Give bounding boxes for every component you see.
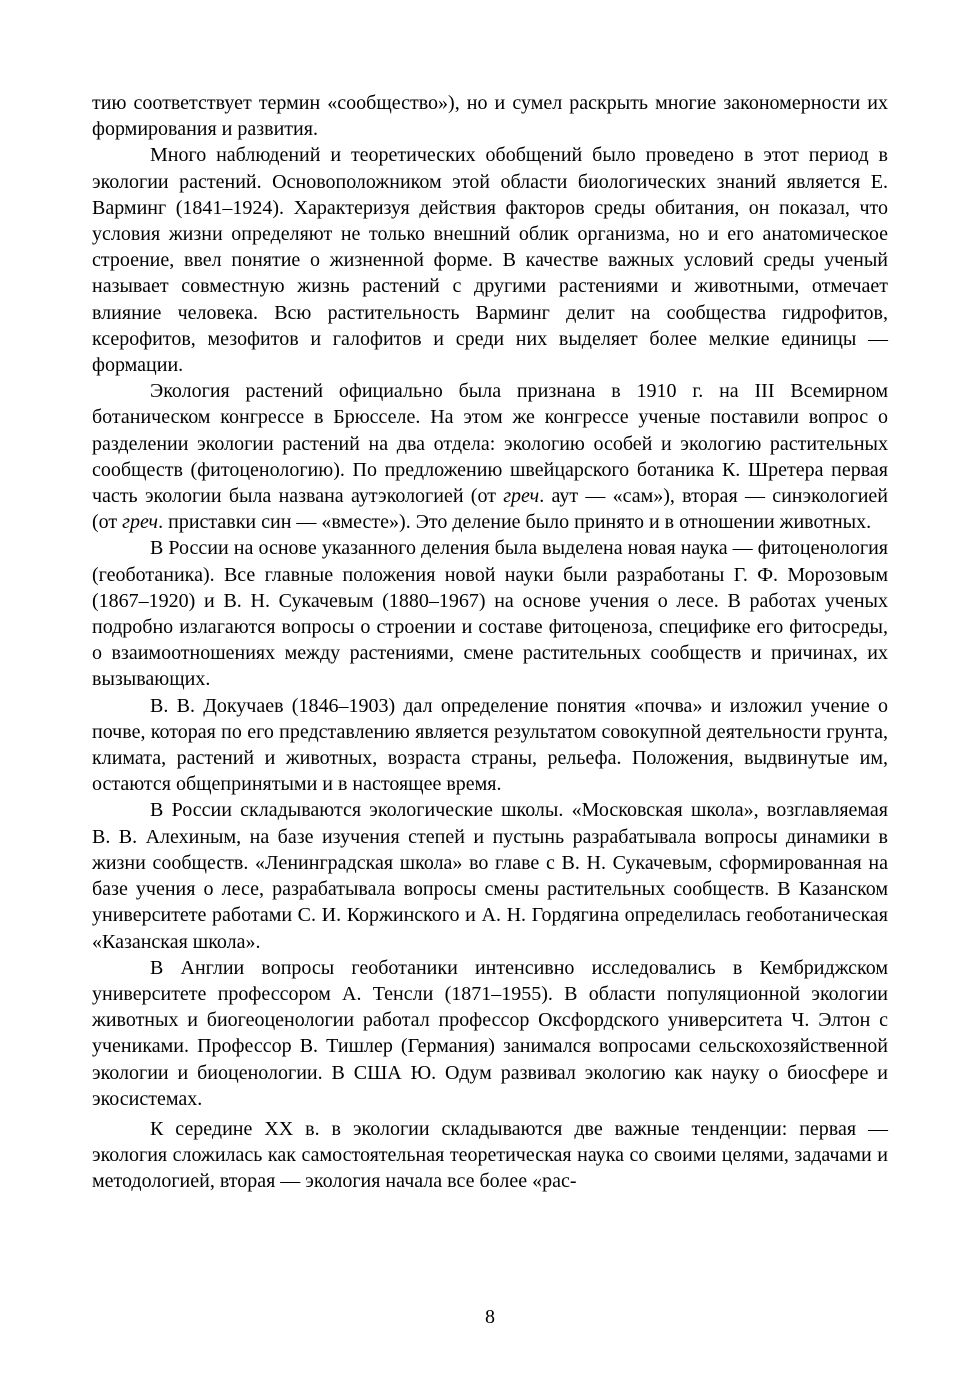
document-body (92, 90, 888, 1195)
paragraph-england: В Англии вопросы геоботаники интенсивно исследовались в Кембриджском университете профессором А. Тенсли (1871–1955). В области популяционной экологии животных и биогеоценологии работал профессор Оксфордского университета Ч. Элтон с учениками. Профессор В. Тишлер (Германия) занимался вопросами сельскохозяйственной экологии и биоценологии. В США Ю. Одум развивал экологию как науку о биосфере и экосистемах. (92, 956, 888, 1110)
paragraph-mid-century: К середине XX в. в экологии складываются две важные тенденции: первая — экология сложилась как самостоятельная теоретическая наука со своими целями, задачами и методологией, вторая — экология начала все более «рас- (92, 1117, 888, 1193)
paragraph-warming: Много наблюдений и теоретических обобщений было проведено в этот период в экологии растений. Основоположником этой области биологических знаний является Е. Варминг (1841–1924). Характеризуя действия факторов среды обитания, он показал, что условия жизни определяют не только внешний облик организма, но и его анатомическое строение, ввел понятие о жизненной форме. В качестве важных условий среды ученый называет совместную жизнь растений с другими растениями и животными, отмечает влияние человека. Всю растительность Варминг делит на сообщества гидрофитов, ксерофитов, мезофитов и галофитов и среди них выделяет более мелкие единицы — формации. (92, 144, 888, 377)
italic-greek-abbrev: греч (122, 511, 159, 534)
italic-greek-abbrev: греч (503, 485, 540, 508)
page-number: 8 (485, 1306, 495, 1328)
paragraph-dokuchaev: В. В. Докучаев (1846–1903) дал определение понятия «почва» и изложил учение о почве, которая по его представлению является результатом совокупной деятельности грунта, климата, растений и животных, возраста страны, рельефа. Положения, выдвинутые им, остаются общепринятыми и в настоящее время. (92, 694, 888, 796)
paragraph-russian-schools: В России складываются экологические школы. «Московская школа», возглавляемая В. В. Алехиным, на базе изучения степей и пустынь разрабатывала вопросы динамики в жизни сообществ. «Ленинградская школа» во главе с В. Н. Сукачевым, сформированная на базе учения о лесе, разрабатывала вопросы смены растительных сообществ. В Казанском университете работами С. И. Коржинского и А. Н. Гордягина определилась геоботаническая «Казанская школа». (92, 799, 888, 953)
paragraph-brussels-congress: Экология растений официально была признана в 1910 г. на III Всемирном ботаническом конгрессе в Брюсселе. На этом же конгрессе ученые поставили вопрос о разделении экологии растений на два отдела: экологию особей и экологию растительных сообществ (фитоценологию). По предложению швейцарского ботаника К. Шретера первая часть экологии была названа аутэкологией (от греч. аут — «сам»), вторая — синэкологией (от греч. приставки син — «вместе»). Это деление было принято и в отношении животных. (92, 380, 888, 534)
paragraph-continuation: тию соответствует термин «сообщество»), но и сумел раскрыть многие закономерности их формирования и развития. (92, 92, 888, 141)
paragraph-phytocenology: В России на основе указанного деления была выделена новая наука — фитоценология (геоботаника). Все главные положения новой науки были разработаны Г. Ф. Морозовым (1867–1920) и В. Н. Сукачевым (1880–1967) на основе учения о лесе. В работах ученых подробно излагаются вопросы о строении и составе фитоценоза, специфике его фитосреды, о взаимоотношениях между растениями, смене растительных сообществ и причинах, их вызывающих. (92, 537, 888, 691)
